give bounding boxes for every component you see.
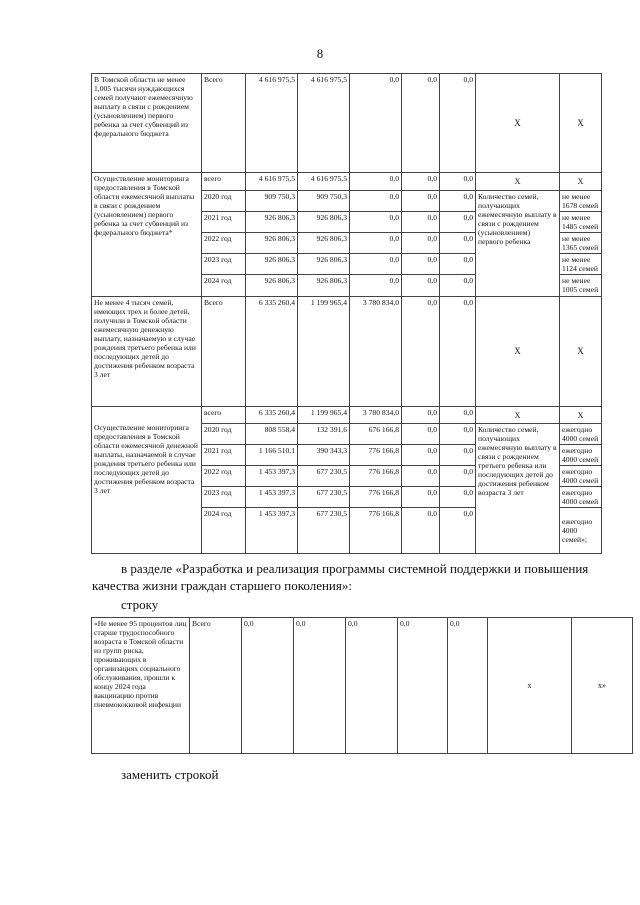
- amount-regional: 0,0: [350, 212, 402, 233]
- target-value: ежегодно 4000 семей»;: [560, 508, 602, 554]
- amount-federal: 926 806,3: [298, 275, 350, 297]
- amount-local: 0,0: [402, 212, 440, 233]
- amount-total: 6 335 260,4: [246, 297, 298, 407]
- amount-total: 1 453 397,3: [246, 508, 298, 554]
- period: 2023 год: [202, 487, 246, 508]
- period: Всего: [202, 297, 246, 407]
- target-value: не менее 1485 семей: [560, 212, 602, 233]
- amount-federal: 677 230,5: [298, 508, 350, 554]
- amount-other: 0,0: [440, 445, 476, 466]
- amount-other: 0,0: [440, 487, 476, 508]
- amount-regional: 776 166,8: [350, 445, 402, 466]
- value-x: Х: [560, 407, 602, 424]
- amount-total: 808 558,4: [246, 424, 298, 445]
- task-label: В Томской области не менее 1,005 тысячи нуждающихся семей получают ежемесячную выплату в связи с рождением (усыновлением) первого ребенка за счет субвенций из федерального бюджета: [92, 74, 202, 173]
- amount-local: 0,0: [402, 173, 440, 191]
- amount-federal: 1 199 965,4: [298, 407, 350, 424]
- amount-other: 0,0: [440, 254, 476, 275]
- indicator-x: Х: [476, 173, 560, 191]
- period: Всего: [202, 74, 246, 173]
- amount-local: 0,0: [402, 424, 440, 445]
- amount-regional: 776 166,8: [350, 466, 402, 487]
- amount-regional: 0,0: [346, 618, 398, 754]
- target-value: не менее 1365 семей: [560, 233, 602, 254]
- target-value: ежегодно 4000 семей: [560, 424, 602, 445]
- amount-federal: 677 230,5: [298, 466, 350, 487]
- page-number: 8: [316, 46, 324, 61]
- amount-local: 0,0: [398, 618, 448, 754]
- value-x: х»: [572, 618, 633, 754]
- indicator-x: х: [488, 618, 572, 754]
- amount-local: 0,0: [402, 297, 440, 407]
- section-paragraph: в разделе «Разработка и реализация программы системной поддержки и повышения качества жизни граждан старшего поколения»:: [92, 561, 589, 593]
- measure-label: Осуществление мониторинга предоставления в Томской области ежемесячной денежной выплаты, назначаемой в случае рождения третьего ребенка или последующих детей до достижения ребенком возраста 3 лет: [92, 407, 202, 554]
- period: 2022 год: [202, 233, 246, 254]
- measure-label: Осуществление мониторинга предоставления в Томской области ежемесячной выплаты в связи с рождением (усыновлением) первого ребенка за счет субвенций из федерального бюджета*: [92, 173, 202, 297]
- amount-local: 0,0: [402, 233, 440, 254]
- amount-federal: 926 806,3: [298, 233, 350, 254]
- indicator-x: Х: [476, 297, 560, 407]
- amount-regional: 776 166,8: [350, 487, 402, 508]
- row-word: строку: [121, 597, 159, 612]
- amount-regional: 3 780 834,0: [350, 407, 402, 424]
- period: 2023 год: [202, 254, 246, 275]
- value-x: Х: [560, 173, 602, 191]
- amount-total: 926 806,3: [246, 212, 298, 233]
- amount-local: 0,0: [402, 466, 440, 487]
- amount-regional: 0,0: [350, 254, 402, 275]
- period: всего: [202, 173, 246, 191]
- amount-total: 926 806,3: [246, 254, 298, 275]
- amount-federal: 4 616 975,5: [298, 173, 350, 191]
- period: 2024 год: [202, 508, 246, 554]
- task-label: «Не менее 95 процентов лиц старше трудоспособного возраста в Томской области из групп риска, проживающих в организациях социального обслуживания, прошли к концу 2024 года вакцинацию против пневмококковой инфекции: [92, 618, 190, 754]
- amount-total: 926 806,3: [246, 275, 298, 297]
- amount-local: 0,0: [402, 275, 440, 297]
- target-value: ежегодно 4000 семей: [560, 445, 602, 466]
- period: 2022 год: [202, 466, 246, 487]
- amount-regional: 676 166,8: [350, 424, 402, 445]
- amount-local: 0,0: [402, 445, 440, 466]
- amount-federal: 926 806,3: [298, 254, 350, 275]
- period: всего: [202, 407, 246, 424]
- amount-other: 0,0: [440, 275, 476, 297]
- value-x: Х: [560, 74, 602, 173]
- amount-other: 0,0: [440, 407, 476, 424]
- amount-other: 0,0: [440, 508, 476, 554]
- period: 2020 год: [202, 191, 246, 212]
- replace-phrase: заменить строкой: [121, 767, 219, 782]
- target-value: ежегодно 4000 семей: [560, 466, 602, 487]
- amount-regional: 0,0: [350, 191, 402, 212]
- funding-table-1: [91, 73, 602, 554]
- amount-total: 6 335 260,4: [246, 407, 298, 424]
- amount-total: 909 750,3: [246, 191, 298, 212]
- amount-other: 0,0: [440, 74, 476, 173]
- amount-regional: 0,0: [350, 275, 402, 297]
- amount-federal: 0,0: [294, 618, 346, 754]
- amount-federal: 677 230,5: [298, 487, 350, 508]
- amount-other: 0,0: [448, 618, 488, 754]
- task-label: Не менее 4 тысяч семей, имеющих трех и более детей, получили в Томской области ежемесячную денежную выплату, назначаемую в случае рождения третьего ребенка или последующих детей до достижения ребенком возраста 3 лет: [92, 297, 202, 407]
- amount-total: 1 453 397,3: [246, 487, 298, 508]
- amount-regional: 3 780 834,0: [350, 297, 402, 407]
- period: 2021 год: [202, 445, 246, 466]
- amount-total: 0,0: [242, 618, 294, 754]
- amount-other: 0,0: [440, 173, 476, 191]
- target-value: не менее 1124 семей: [560, 254, 602, 275]
- funding-table-2: [91, 617, 633, 754]
- amount-federal: 390 343,3: [298, 445, 350, 466]
- amount-total: 926 806,3: [246, 233, 298, 254]
- amount-regional: 776 166,8: [350, 508, 402, 554]
- amount-local: 0,0: [402, 254, 440, 275]
- amount-local: 0,0: [402, 487, 440, 508]
- amount-federal: 909 750,3: [298, 191, 350, 212]
- amount-federal: 4 616 975,5: [298, 74, 350, 173]
- target-value: не менее 1005 семей: [560, 275, 602, 297]
- amount-other: 0,0: [440, 466, 476, 487]
- period: Всего: [190, 618, 242, 754]
- amount-local: 0,0: [402, 74, 440, 173]
- amount-regional: 0,0: [350, 74, 402, 173]
- amount-other: 0,0: [440, 191, 476, 212]
- indicator-x: Х: [476, 74, 560, 173]
- indicator-label: Количество семей, получающих ежемесячную выплату в связи с рождением третьего ребенка или последующих детей до достижения ребенком возраста 3 лет: [476, 424, 560, 554]
- value-x: Х: [560, 297, 602, 407]
- target-value: не менее 1678 семей: [560, 191, 602, 212]
- amount-federal: 132 391,6: [298, 424, 350, 445]
- amount-other: 0,0: [440, 212, 476, 233]
- amount-total: 1 166 510,1: [246, 445, 298, 466]
- amount-other: 0,0: [440, 424, 476, 445]
- amount-local: 0,0: [402, 407, 440, 424]
- amount-total: 1 453 397,3: [246, 466, 298, 487]
- period: 2020 год: [202, 424, 246, 445]
- indicator-label: Количество семей, получающих ежемесячную выплату в связи с рождением (усыновлением) первого ребенка: [476, 191, 560, 297]
- indicator-x: Х: [476, 407, 560, 424]
- amount-federal: 1 199 965,4: [298, 297, 350, 407]
- amount-total: 4 616 975,5: [246, 173, 298, 191]
- amount-total: 4 616 975,5: [246, 74, 298, 173]
- amount-federal: 926 806,3: [298, 212, 350, 233]
- amount-regional: 0,0: [350, 233, 402, 254]
- amount-local: 0,0: [402, 191, 440, 212]
- amount-regional: 0,0: [350, 173, 402, 191]
- amount-other: 0,0: [440, 233, 476, 254]
- target-value: ежегодно 4000 семей: [560, 487, 602, 508]
- amount-other: 0,0: [440, 297, 476, 407]
- period: 2024 год: [202, 275, 246, 297]
- period: 2021 год: [202, 212, 246, 233]
- amount-local: 0,0: [402, 508, 440, 554]
